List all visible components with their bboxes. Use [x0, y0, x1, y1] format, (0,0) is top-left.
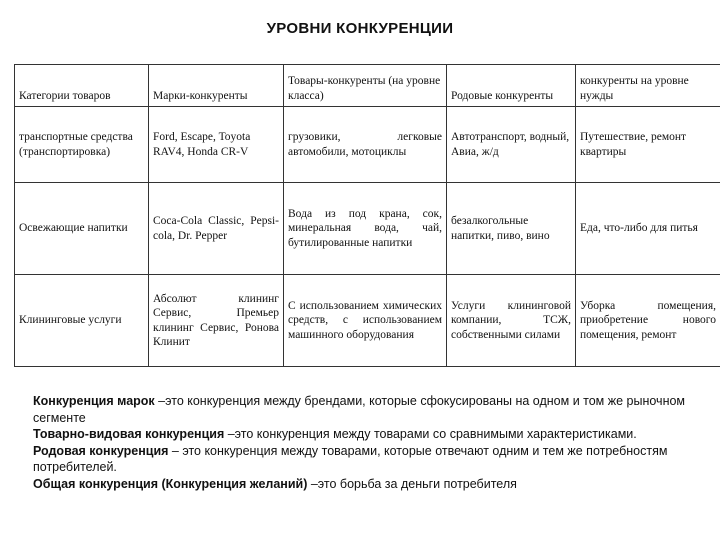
definitions: [33, 393, 713, 492]
table-cell: Еда, что-либо для питья: [576, 183, 720, 275]
table-cell: Освежающие напитки: [15, 183, 149, 275]
header-generic-competitors: Родовые конкуренты: [447, 65, 576, 107]
competition-levels-table: [14, 64, 720, 367]
definition-term: Общая конкуренция (Конкуренция желаний): [33, 476, 308, 491]
table-row: [15, 275, 720, 367]
definition-text: – это конкуренция между товарами, которые отвечают одним и тем же потребностям потребителей.: [33, 443, 668, 474]
header-brand-competitors: Марки-конкуренты: [149, 65, 284, 107]
definition-text: –это конкуренция между брендами, которые сфокусированы на одном и том же рыночном сегменте: [33, 394, 686, 425]
table-cell: Абсолют клининг Сервис, Премьер клининг Сервис, Ронова Клинит: [149, 275, 284, 367]
table-cell: Услуги клининговой компании, ТСЖ, собственными силами: [447, 275, 576, 367]
table-cell: безалкогольные напитки, пиво, вино: [447, 183, 576, 275]
table-cell: Уборка помещения, приобретение нового помещения, ремонт: [576, 275, 720, 367]
table-cell: С использованием химических средств, с использованием машинного оборудования: [284, 275, 447, 367]
header-category: Категории товаров: [15, 65, 149, 107]
definition-term: Родовая конкуренция: [33, 443, 169, 458]
header-need-competitors: конкуренты на уровне нужды: [576, 65, 720, 107]
definition-text: –это конкуренция между товарами со сравнимыми характеристиками.: [224, 427, 637, 441]
table-cell: Автотранспорт, водный, Авиа, ж/д: [447, 107, 576, 183]
table-cell: Вода из под крана, сок, минеральная вода, чай, бутилированные напитки: [284, 183, 447, 275]
table-row: [15, 107, 720, 183]
table-header-row: [15, 65, 720, 107]
table-row: [15, 183, 720, 275]
definition-term: Товарно-видовая конкуренция: [33, 427, 225, 441]
definition-product-competition: [33, 426, 713, 443]
table-cell: Ford, Escape, Toyota RAV4, Honda CR-V: [149, 107, 284, 183]
table-cell: транспортные средства (транспортировка): [15, 107, 149, 183]
table-cell: грузовики, легковые автомобили, мотоциклы: [284, 107, 447, 183]
definition-general-competition: [33, 476, 713, 493]
definition-brand-competition: [33, 393, 713, 426]
table-cell: Путешествие, ремонт квартиры: [576, 107, 720, 183]
table-cell: Coca-Cola Classic, Pepsi-cola, Dr. Pepper: [149, 183, 284, 275]
table-cell: Клининговые услуги: [15, 275, 149, 367]
definition-text: –это борьба за деньги потребителя: [307, 476, 517, 491]
definition-generic-competition: [33, 443, 713, 476]
header-product-competitors: Товары-конкуренты (на уровне класса): [284, 65, 447, 107]
page-title: УРОВНИ КОНКУРЕНЦИИ: [266, 20, 454, 37]
definition-term: Конкуренция марок: [33, 394, 155, 408]
